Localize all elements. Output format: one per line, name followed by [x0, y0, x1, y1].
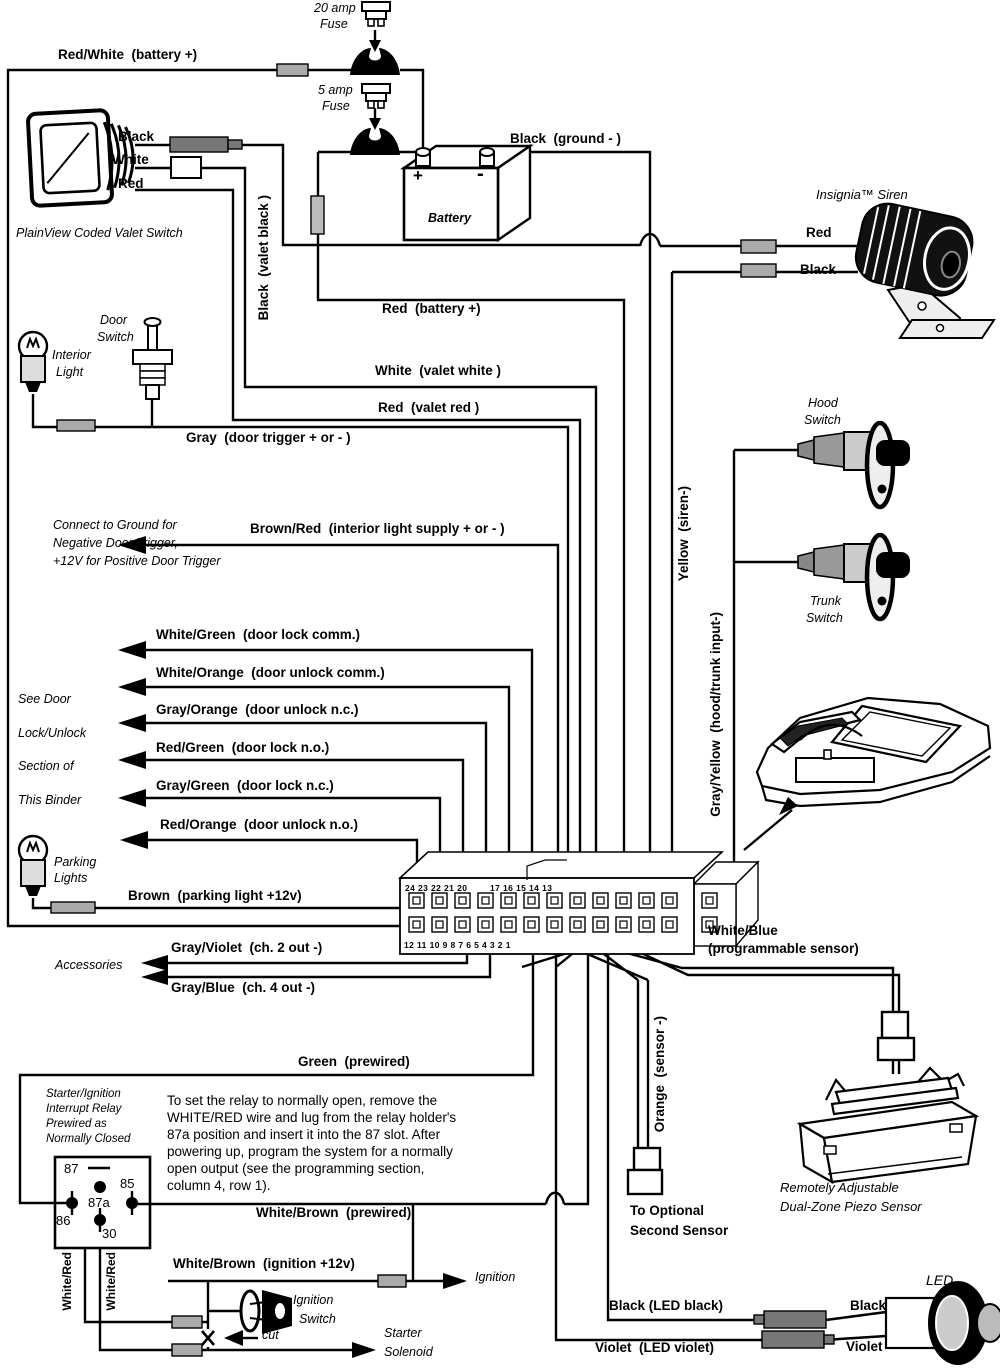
- fuse20-amp-label: 20 amp: [314, 1, 356, 15]
- parking-label1: Parking: [54, 855, 97, 869]
- brown-parking-label: Brown (parking light +12v): [128, 888, 302, 903]
- door-switch-label1: Door: [100, 313, 128, 327]
- green-prewired-label: Green (prewired): [298, 1054, 410, 1069]
- door-trigger-note-2: Negative Door Trigger,: [53, 536, 178, 550]
- main-connector: [400, 852, 758, 954]
- valet-red-label: Red: [118, 176, 144, 191]
- relay-pin-87: 87: [64, 1161, 79, 1176]
- door-switch-drawing: [133, 318, 172, 399]
- relay-note-4: Normally Closed: [46, 1133, 131, 1145]
- gray-yellow-vertical-label: Gray/Yellow (hood/trunk input-): [708, 612, 723, 817]
- red-white-battery-label: Red/White (battery +): [58, 47, 198, 62]
- siren-drawing: [851, 199, 994, 338]
- ignition-switch-label2: Switch: [299, 1312, 336, 1326]
- lock-label-3: Gray/Orange (door unlock n.c.): [156, 702, 359, 717]
- fuse20-label: Fuse: [320, 17, 348, 31]
- starter-label2: Solenoid: [384, 1345, 433, 1359]
- piezo-label2: Dual-Zone Piezo Sensor: [780, 1199, 922, 1214]
- hood-switch-icon: [798, 423, 910, 507]
- door-switch-label2: Switch: [97, 330, 134, 344]
- ignition-switch-label1: Ignition: [293, 1293, 334, 1307]
- black-valet-vertical-label: Black (valet black ): [256, 195, 271, 321]
- relay-paragraph-2: WHITE/RED wire and lug from the relay holder's: [167, 1110, 457, 1125]
- trunk-switch-label1: Trunk: [810, 594, 842, 608]
- yellow-siren-vertical-label: Yellow (siren-): [676, 486, 691, 582]
- red-valet-label: Red (valet red ): [378, 400, 480, 415]
- interior-light-label1: Interior: [52, 348, 91, 362]
- accessories-label: Accessories: [55, 958, 123, 972]
- hood-switch-label2: Switch: [804, 413, 841, 427]
- relay-pin-30: 30: [102, 1226, 117, 1241]
- led-drawing: [886, 1281, 1000, 1365]
- lock-label-5: Gray/Green (door lock n.c.): [156, 778, 334, 793]
- control-module-drawing: [757, 698, 990, 806]
- trunk-switch-label2: Switch: [806, 611, 843, 625]
- relay-pin-85: 85: [120, 1176, 135, 1191]
- relay-pin-87a: 87a: [88, 1195, 110, 1210]
- orange-sensor-vertical-label: Orange (sensor -): [652, 1016, 667, 1133]
- parking-light-icon: [19, 836, 47, 896]
- battery-plus: +: [413, 166, 423, 185]
- lock-label-4: Red/Green (door lock n.o.): [156, 740, 330, 755]
- red-battery-label: Red (battery +): [382, 301, 481, 316]
- white-red-vertical-label-1: White/Red: [60, 1252, 74, 1311]
- hood-switch-label1: Hood: [808, 396, 838, 410]
- led-violet-short-label: Violet: [846, 1339, 883, 1354]
- binder-note-1: See Door: [18, 692, 71, 706]
- gray-blue-label: Gray/Blue (ch. 4 out -): [171, 980, 316, 995]
- interior-light-icon: [19, 332, 47, 392]
- connector-pins-top-right: 17 16 15 14 13: [490, 883, 553, 893]
- white-brown-prewired-label: White/Brown (prewired): [256, 1205, 412, 1220]
- optional-sensor-label1: To Optional: [630, 1203, 704, 1218]
- battery-label: Battery: [428, 211, 472, 225]
- white-blue-label2: (programmable sensor): [708, 941, 859, 956]
- relay-note-1: Starter/Ignition: [46, 1088, 121, 1100]
- relay-paragraph-5: open output (see the programming section,: [167, 1161, 425, 1176]
- battery-symbol: [404, 146, 530, 240]
- led-title: LED: [926, 1272, 954, 1288]
- connector-pins-top-left: 24 23 22 21 20: [405, 883, 468, 893]
- ignition-arrow-label: Ignition: [475, 1270, 516, 1284]
- siren-black-label: Black: [800, 262, 837, 277]
- gray-trigger-label: Gray (door trigger + or - ): [186, 430, 351, 445]
- relay-pin-86: 86: [56, 1213, 71, 1228]
- piezo-sensor-drawing: [800, 1068, 976, 1182]
- relay-paragraph-6: column 4, row 1).: [167, 1178, 271, 1193]
- siren-title: Insignia™ Siren: [816, 187, 908, 202]
- fuse5-label: Fuse: [322, 99, 350, 113]
- battery-minus: -: [477, 163, 484, 185]
- lock-label-2: White/Orange (door unlock comm.): [156, 665, 385, 680]
- parking-label2: Lights: [54, 871, 88, 885]
- gray-violet-label: Gray/Violet (ch. 2 out -): [171, 940, 323, 955]
- interior-light-label2: Light: [56, 365, 84, 379]
- relay-paragraph-4: powering up, program the system for a normally: [167, 1144, 453, 1159]
- lock-label-1: White/Green (door lock comm.): [156, 627, 361, 642]
- black-ground-label: Black (ground - ): [510, 131, 621, 146]
- black-led-label: Black (LED black): [609, 1298, 724, 1313]
- valet-white-label: White: [112, 152, 149, 167]
- brown-red-label: Brown/Red (interior light supply + or - ): [250, 521, 505, 536]
- white-red-vertical-label-2: White/Red: [104, 1252, 118, 1311]
- starter-label1: Starter: [384, 1326, 422, 1340]
- relay-note-3: Prewired as: [46, 1118, 107, 1130]
- white-brown-ignition-label: White/Brown (ignition +12v): [173, 1256, 355, 1271]
- binder-note-4: This Binder: [18, 793, 82, 807]
- binder-note-2: Lock/Unlock: [18, 726, 87, 740]
- valet-black-label: Black: [118, 129, 155, 144]
- relay-paragraph-1: To set the relay to normally open, remove the: [167, 1093, 438, 1108]
- white-valet-label: White (valet white ): [375, 363, 502, 378]
- connector-pins-bottom: 12 11 10 9 8 7 6 5 4 3 2 1: [404, 940, 511, 950]
- lock-label-6: Red/Orange (door unlock n.o.): [160, 817, 359, 832]
- valet-caption: PlainView Coded Valet Switch: [16, 226, 183, 240]
- violet-led-label: Violet (LED violet): [595, 1340, 715, 1355]
- siren-red-label: Red: [806, 225, 832, 240]
- door-trigger-note-1: Connect to Ground for: [53, 518, 177, 532]
- white-blue-label1: White/Blue: [708, 923, 778, 938]
- optional-sensor-label2: Second Sensor: [630, 1223, 729, 1238]
- cut-label: cut: [262, 1328, 279, 1342]
- piezo-label1: Remotely Adjustable: [780, 1180, 899, 1195]
- led-black-short-label: Black: [850, 1298, 887, 1313]
- relay-paragraph-3: 87a position and insert it into the 87 slot. After: [167, 1127, 441, 1142]
- door-trigger-note-3: +12V for Positive Door Trigger: [53, 554, 221, 568]
- relay-note-2: Interrupt Relay: [46, 1103, 122, 1115]
- binder-note-3: Section of: [18, 759, 74, 773]
- fuse5-amp-label: 5 amp: [318, 83, 353, 97]
- cut-x-mark: [202, 1331, 214, 1345]
